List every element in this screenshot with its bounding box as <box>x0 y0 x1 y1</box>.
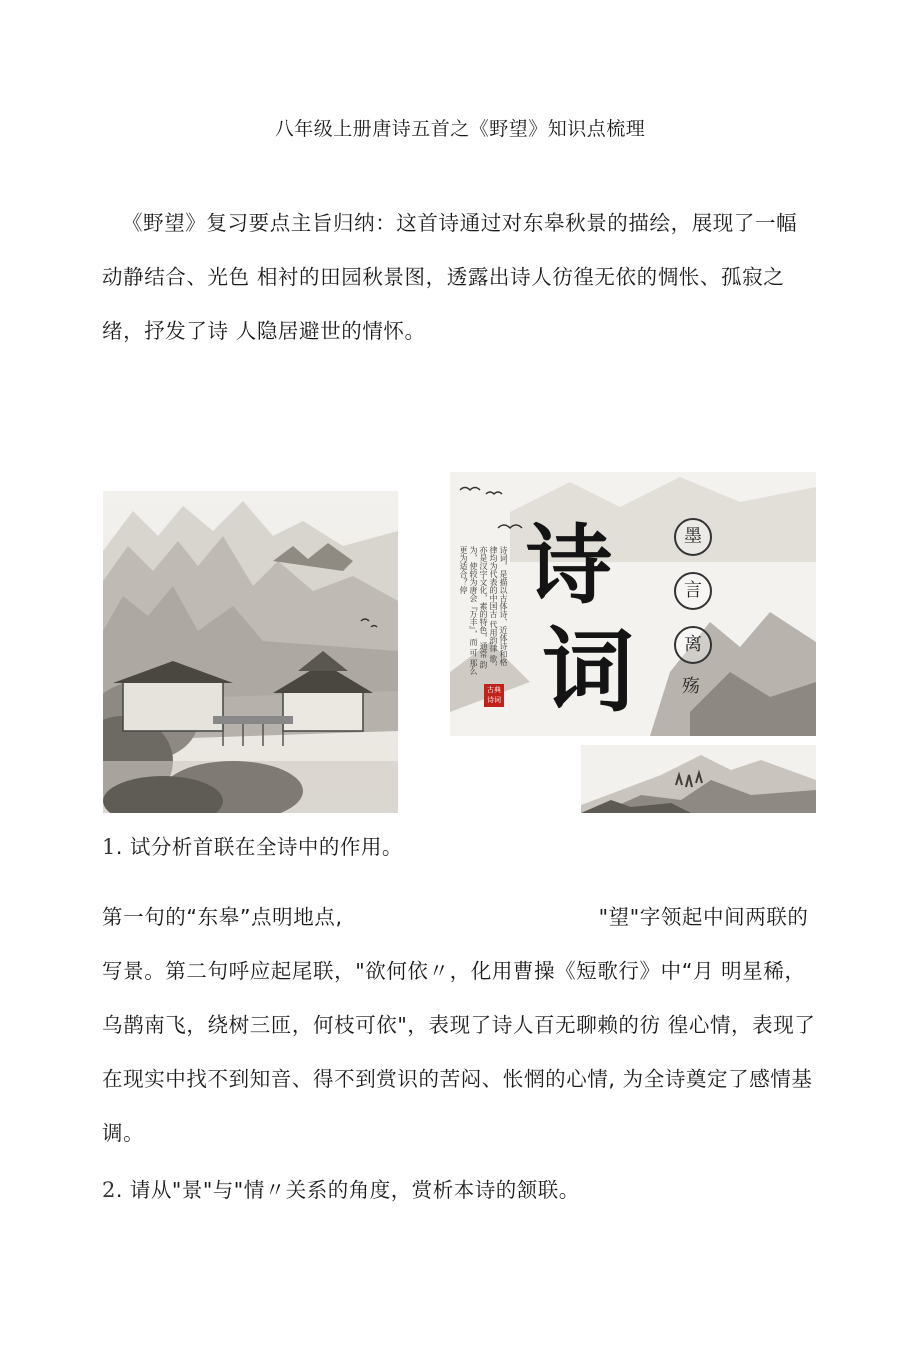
question-1 <box>102 830 403 860</box>
brush-char-shi: 诗 <box>526 515 612 616</box>
answer-1-part1: 第一句的“东皋”点明地点, <box>102 905 343 929</box>
vertical-line: 歌，亦是汉字文化，素的特色，通常 <box>479 546 498 672</box>
red-seal-stamp: 古典诗词 <box>484 684 504 707</box>
answer-1 <box>102 890 818 1160</box>
landscape-image-left <box>103 491 398 813</box>
question-2-number: 2 <box>102 1178 116 1202</box>
side-char-shang: 殇 <box>682 676 700 697</box>
side-char-mo: 墨 <box>674 518 712 556</box>
answer-1-part2: "望"字领起中间两联的写景。第二句呼应起尾联，"欲何依〃，化用曹操《短歌行》中“月 明星稀，乌鹊南飞，绕树三匝，何枝可依"，表现了诗人百无聊赖的彷 徨心情，表现了在现实中找不到知音、得不到赏识的苦闷、怅惘的心情, 为全诗奠定了感情基调。 <box>102 905 816 1145</box>
question-2 <box>102 1173 580 1203</box>
intro-paragraph: 《野望》复习要点主旨归纳：这首诗通过对东皋秋景的描绘，展现了一幅动静结合、光色 相衬的田园秋景图，透露出诗人彷徨无依的惆怅、孤寂之绪，抒发了诗 人隐居避世的情怀。 <box>102 211 798 343</box>
brush-char-ci: 词 <box>542 617 635 725</box>
mountain-strip-image <box>581 745 816 813</box>
poetry-banner-image <box>450 472 816 736</box>
side-char-li: 离 <box>674 626 712 664</box>
vertical-line: 韵为，使较为唐会『万丰』，而 <box>469 546 488 669</box>
vertical-line: 诗词，是描以古体诗、近体诗和格 <box>499 546 508 666</box>
question-1-number: 1 <box>102 835 116 859</box>
vertical-line: 律均为代表的中国古 代用韵律 <box>489 546 498 653</box>
vertical-line: 可 那么更为适合？停 <box>459 546 478 676</box>
side-char-yan: 言 <box>674 572 712 610</box>
question-1-text: . 试分析首联在全诗中的作用。 <box>115 835 403 859</box>
question-2-text: . 请从"景"与"情〃关系的角度，赏析本诗的颔联。 <box>115 1178 580 1202</box>
document-title: 八年级上册唐诗五首之《野望》知识点梳理 <box>274 118 646 140</box>
vertical-description-text <box>458 546 508 676</box>
